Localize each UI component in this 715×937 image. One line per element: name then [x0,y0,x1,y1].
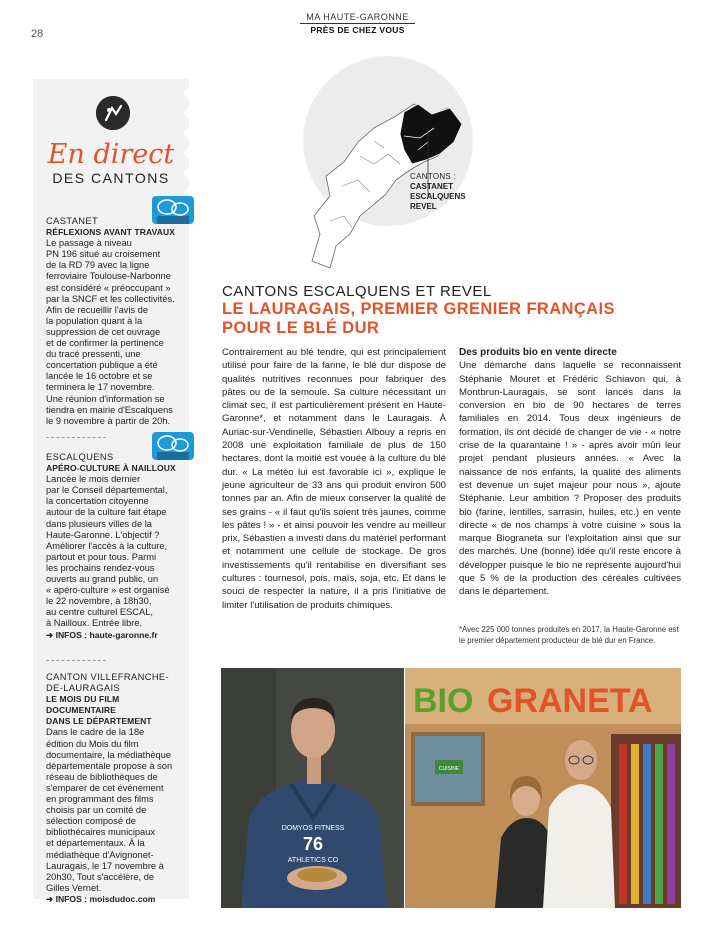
photo-farmer [221,668,404,908]
text-line: de la RD 79 avec la ligne [46,260,150,271]
map-caption-name: REVEL [410,202,437,211]
text-line: édition du Mois du film [46,738,139,749]
sign-bio: BIO [413,682,474,720]
text-line: documentaire, la médiathèque [46,749,172,760]
headline-line: POUR LE BLÉ DUR [222,319,380,337]
article-headline [222,300,662,338]
block-place: CANTON VILLEFRANCHE- [46,672,170,682]
text-line: la concertation citoyenne [46,496,149,507]
article-column-2 [459,346,681,599]
block-place: DE-LAURAGAIS [46,683,121,694]
text-line: dans plusieurs villes de la [46,518,152,529]
cantons-logo-icon [96,96,130,130]
block-place: ESCALQUENS [46,452,114,462]
text-line: Dans le cadre de la 18e [46,727,145,738]
sidebar-title-script: En direct [47,139,175,170]
window-text: CUISINE [438,766,460,772]
text-line: Lauragais, le 17 novembre à [46,860,164,871]
text-line: Améliorer l'accès à la culture, [46,540,168,551]
dialogue-citoyen-badge [150,430,196,466]
block-heading: RÉFLEXIONS AVANT TRAVAUX [46,227,175,238]
text-line: Le passage à niveau [46,238,132,249]
text-line: bibliothécaires municipaux [46,827,156,838]
text-line: Une réunion d'information se [46,393,165,404]
text-line: sélection composé de [46,816,136,827]
text-line: en programmant des films [46,794,154,805]
sweatshirt-text: DOMYOS FITNESS [281,825,345,832]
text-line: tiendra en mairie d'Escalquens [46,404,173,415]
text-line: Gilles Vernet. [46,882,102,893]
article-kicker: CANTONS ESCALQUENS ET REVEL [222,283,492,300]
text-line: réseau de bibliothèques de [46,771,158,782]
sign-graneta: GRANETA [487,682,653,720]
text-line: est considéré « préoccupant » [46,282,171,293]
map-caption-name: CASTANET [410,182,453,191]
block-divider [46,660,106,661]
text-line: suppression de cet ouvrage [46,326,161,337]
text-line: au centre culturel ESCAL, [46,607,153,618]
masthead [300,12,415,35]
block-info-link[interactable]: ➜ INFOS : moisdudoc.com [46,893,156,904]
block-text [46,727,186,893]
sidebar-block-castanet [46,216,186,427]
page-number: 28 [31,28,44,40]
text-line: du tracé pressenti, une [46,349,141,360]
text-line: Lancée le mois dernier [46,474,141,485]
photo-biograneta-couple [405,668,681,908]
dialogue-citoyen-badge [150,194,196,230]
section-name: PRÈS DE CHEZ VOUS [310,25,405,35]
text-line: PN 196 situé au croisement [46,249,161,260]
text-line: autour de la culture fait étape [46,507,167,518]
magazine-name: MA HAUTE-GARONNE [300,12,415,24]
block-text [46,238,186,427]
text-line: « apéro-culture » est organisé [46,585,170,596]
text-line: le 9 novembre à partir de 20h. [46,415,171,426]
sweatshirt-number: 76 [302,834,324,854]
text-line: lancée le 16 octobre et se [46,371,153,382]
text-line: 20h30, Tout s'accélère, de [46,871,155,882]
sidebar-title [33,140,189,186]
block-info-link[interactable]: ➜ INFOS : haute-garonne.fr [46,629,158,640]
article-column-1: Contrairement au blé tendre, qui est principalement utilisé pour faire de la farine, le blé dur dispose de qualités nutritives reconnues pour fabriquer des pâtes ou de la semoule. Sa culture nécessitant un climat sec, il est particulièrement présent en Haute-Garonne*, et notamment dans le Lauragais. À Auriac-sur-Vendinelle, Sébastien Albouy a repris en 2008 une exploitation familiale de plus de 150 hectares, dont la moitié est vouée à la culture du blé dur. « La météo lui est favorable ici », explique le jeune agriculteur de 33 ans qui produit environ 500 tonnes par an. Afin de mieux conserver la qualité de ses grains - « il faut qu'ils soient très jaunes, comme les pâtes ! » - et ainsi pouvoir les vendre au meilleur prix, Sébastien a investi dans du matériel performant et notamment une cellule de stockage. De gros investissements qu'il rentabilise en diversifiant ses cultures : tournesol, pois, maïs, soja, etc. Et dans le souci de respecter la nature, il a pris l'initiative de limiter l'utilisation de produits chimiques. [222,347,446,611]
text-line: départementale propose à son [46,760,173,771]
block-divider [46,437,106,438]
haute-garonne-map [300,46,475,286]
block-heading: DANS LE DÉPARTEMENT [46,716,152,727]
text-line: la population quant à la [46,315,143,326]
text-line: et départementaux. À la [46,838,145,849]
text-line: médiathèque d'Avignonet- [46,849,154,860]
block-place: CASTANET [46,216,99,226]
article-subheading: Des produits bio en vente directe [459,347,617,358]
text-line: Afin de recueillir l'avis de [46,304,149,315]
sidebar-block-escalquens [46,452,186,641]
text-line: ferroviaire Toulouse-Narbonne [46,271,171,282]
article-column-2-text: Une démarche dans laquelle se reconnaissent Stéphanie Mouret et Frédéric Schiavon qui, à Montbrun-Lauragais, se sont lancés dans la conversion en bio de 90 hectares de terres familiales en 2014. Tous deux ingénieurs de formation, ils ont décidé de changer de vie - « notre crise de la quarantaine ! » - après avoir mûri leur projet pendant plusieurs années. « Avec la naissance de nos enfants, la qualité des aliments est devenue un sujet majeur pour nous », ajoute Stéphanie. Leur ambition ? Proposer des produits bio (farine, lentilles, sarrasin, huiles, etc.) en vente directe « de nos champs à votre cuisine » sous la marque Biograneta sur l'exploitation ainsi que sur des marchés. Une (bonne) idée qu'il reste encore à développer puisque le bio ne représente aujourd'hui que 5 % de la production des céréales cultivées dans le département. [459,360,681,598]
article-footnote: *Avec 225 000 tonnes produites en 2017, la Haute-Garonne est le premier département producteur de blé dur en France. [459,625,679,645]
text-line: concertation publique a été [46,360,158,371]
block-text [46,474,186,629]
headline-line: LE LAURAGAIS, PREMIER GRENIER FRANÇAIS [222,300,615,318]
text-line: s'emparer de cet événement [46,782,164,793]
text-line: à Nailloux. Entrée libre. [46,618,143,629]
text-line: et de confirmer la pertinence [46,338,164,349]
text-line: partout et pour tous. Parmi [46,551,157,562]
map-caption-label: CANTONS : [410,172,457,181]
sidebar-block-villefranche [46,672,186,905]
text-line: choisis par un comité de [46,805,147,816]
block-heading: LE MOIS DU FILM DOCUMENTAIRE [46,694,120,716]
map-caption [410,172,466,212]
text-line: les prochains rendez-vous [46,562,155,573]
text-line: par le Conseil départemental, [46,485,168,496]
map-caption-name: ESCALQUENS [410,192,466,201]
sweatshirt-subtext: ATHLETICS CO [287,857,339,864]
text-line: terminera le 17 novembre. [46,382,155,393]
text-line: Haute-Garonne. L'objectif ? [46,529,160,540]
block-heading: APÉRO-CULTURE À NAILLOUX [46,463,176,474]
sidebar-title-caps: DES CANTONS [52,170,170,186]
text-line: le 22 novembre, à 18h30, [46,596,152,607]
text-line: par la SNCF et les collectivités. [46,293,175,304]
text-line: ouverts au grand public, un [46,574,159,585]
